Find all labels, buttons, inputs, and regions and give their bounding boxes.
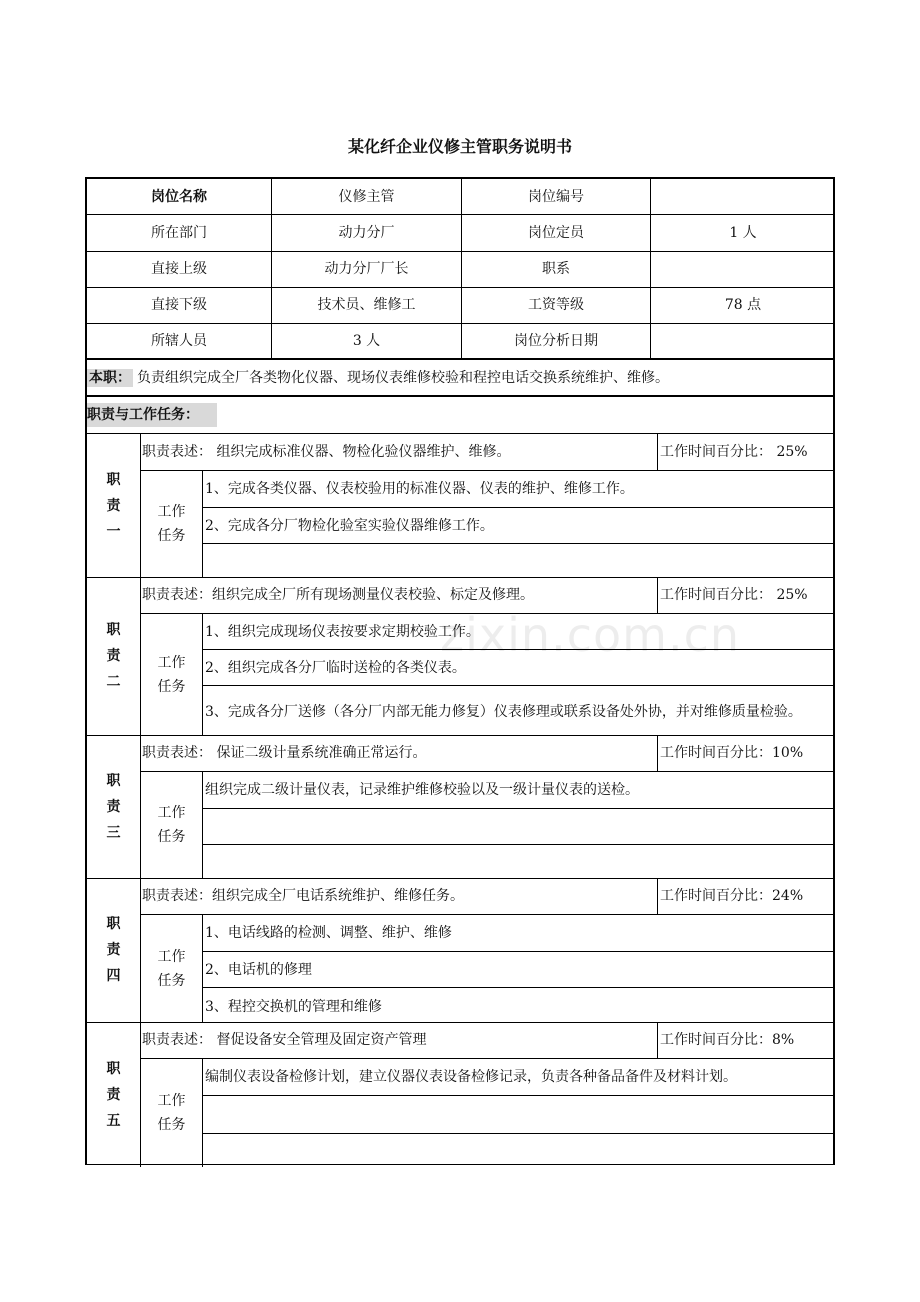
task-label — [141, 915, 202, 1022]
duty-name-2 — [87, 577, 140, 735]
label-salary-grade: 工资等级 — [528, 297, 584, 313]
task-item — [205, 1134, 833, 1170]
duty-time-percent: 工作时间百分比：8% — [660, 1032, 795, 1048]
duty-name-char: 职 — [106, 916, 121, 932]
task-item — [205, 544, 833, 580]
duty-name-char: 二 — [106, 674, 121, 690]
duty-name-char: 责 — [106, 798, 121, 815]
duty-description: 职责表述：组织完成全厂电话系统维护、维修任务。 — [142, 888, 464, 904]
label-job-family: 职系 — [542, 261, 570, 277]
duty-time-percent: 工作时间百分比： 25% — [660, 587, 808, 603]
task-label-word: 工作 — [157, 654, 186, 671]
duty-description: 职责表述：组织完成全厂所有现场测量仪表校验、标定及修理。 — [142, 587, 534, 603]
task-item: 3、完成各分厂送修（各分厂内部无能力修复）仪表修理或联系设备处外协，并对维修质量检验。 — [205, 704, 802, 720]
job-description-table — [85, 177, 835, 1165]
value-department: 动力分厂 — [338, 225, 395, 241]
duty-description: 职责表述： 组织完成标准仪器、物检化验仪器维护、维修。 — [142, 444, 511, 460]
task-item: 1、组织完成现场仪表按要求定期校验工作。 — [205, 623, 480, 640]
task-item: 组织完成二级计量仪表，记录维护维修校验以及一级计量仪表的送检。 — [205, 782, 639, 798]
label-headcount: 岗位定员 — [528, 225, 584, 241]
label-position-code: 岗位编号 — [528, 189, 584, 205]
value-staff-count: 3 人 — [352, 333, 381, 349]
task-item — [205, 845, 833, 881]
value-subordinates: 技术员、维修工 — [317, 297, 416, 313]
task-label-word: 任务 — [157, 678, 186, 695]
duty-name-char: 责 — [106, 497, 121, 514]
task-label — [141, 471, 202, 577]
task-item: 1、完成各类仪器、仪表校验用的标准仪器、仪表的维护、维修工作。 — [205, 481, 634, 497]
label-subordinates: 直接下级 — [151, 297, 207, 313]
duty-name-5 — [87, 1022, 140, 1167]
duty-name-char: 三 — [106, 824, 121, 841]
task-label-word: 工作 — [157, 504, 186, 520]
task-label-word: 任务 — [157, 1117, 186, 1133]
duty-time-percent: 工作时间百分比：10% — [660, 745, 804, 761]
duty-name-3 — [87, 735, 140, 878]
task-item: 编制仪表设备检修计划，建立仪器仪表设备检修记录，负责各种备品备件及材料计划。 — [205, 1069, 737, 1085]
task-label-word: 任务 — [157, 829, 186, 845]
duty-name-char: 职 — [106, 772, 121, 789]
label-staff-count: 所辖人员 — [151, 333, 207, 349]
task-item — [205, 809, 833, 844]
duty-name-1 — [87, 434, 140, 577]
value-job-family — [651, 251, 835, 287]
core-duty-label: 本职： — [89, 370, 131, 386]
task-item: 2、电话机的修理 — [205, 961, 312, 978]
duty-name-char: 职 — [106, 471, 121, 488]
task-label-word: 工作 — [157, 948, 186, 965]
task-label — [141, 772, 202, 878]
duty-name-char: 一 — [106, 523, 121, 540]
watermark: zixin.com.cn — [440, 608, 741, 662]
core-duty-row — [87, 360, 835, 396]
duty-name-char: 责 — [106, 1086, 121, 1103]
duty-time-percent: 工作时间百分比： 25% — [660, 444, 808, 460]
task-item: 1、电话线路的检测、调整、维护、维修 — [205, 925, 452, 941]
label-position-name: 岗位名称 — [151, 189, 207, 205]
task-item: 2、组织完成各分厂临时送检的各类仪表。 — [205, 659, 466, 676]
core-duty-text: 负责组织完成全厂各类物化仪器、现场仪表维修校验和程控电话交换系统维护、维修。 — [137, 370, 669, 386]
value-salary-grade: 78 点 — [724, 297, 762, 313]
section-header: 职责与工作任务： — [87, 407, 199, 423]
value-position-name: 仪修主管 — [338, 189, 395, 205]
label-analysis-date: 岗位分析日期 — [514, 333, 598, 349]
duty-name-char: 责 — [106, 942, 121, 958]
duty-description: 职责表述： 督促设备安全管理及固定资产管理 — [142, 1032, 427, 1048]
document-title: 某化纤企业仪修主管职务说明书 — [347, 137, 572, 156]
task-label-word: 任务 — [157, 972, 186, 989]
duty-description: 职责表述： 保证二级计量系统准确正常运行。 — [142, 745, 427, 761]
value-position-code — [651, 179, 835, 215]
duty-name-4 — [87, 878, 140, 1022]
duty-name-char: 责 — [106, 648, 121, 664]
task-item: 3、程控交换机的管理和维修 — [205, 998, 382, 1015]
task-label-word: 工作 — [157, 805, 186, 821]
duty-name-char: 职 — [106, 1060, 121, 1077]
duty-name-char: 五 — [106, 1112, 121, 1129]
label-supervisor: 直接上级 — [151, 261, 207, 277]
task-label-word: 工作 — [157, 1093, 186, 1109]
duty-time-percent: 工作时间百分比：24% — [660, 888, 804, 904]
duty-name-char: 四 — [106, 968, 121, 984]
task-label-word: 任务 — [157, 528, 186, 544]
duty-name-char: 职 — [106, 622, 121, 638]
value-headcount: 1 人 — [729, 225, 757, 241]
task-item: 2、完成各分厂物检化验室实验仪器维修工作。 — [205, 517, 494, 534]
task-label — [141, 614, 202, 735]
task-item — [205, 1096, 833, 1133]
value-supervisor: 动力分厂厂长 — [324, 261, 409, 277]
label-department: 所在部门 — [151, 225, 207, 241]
value-analysis-date — [651, 323, 835, 359]
task-label — [141, 1059, 202, 1167]
